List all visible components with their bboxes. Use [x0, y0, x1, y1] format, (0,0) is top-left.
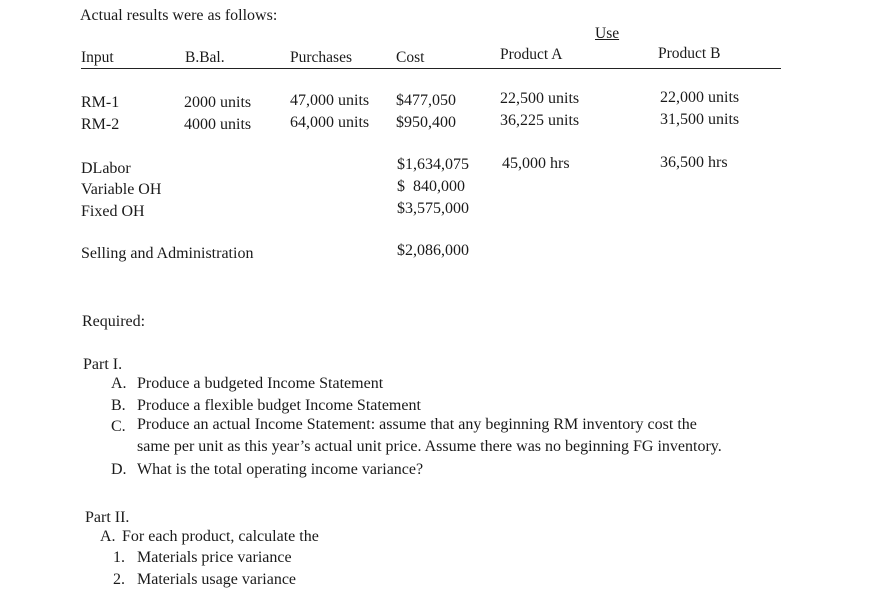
part1-item-b-marker: B.	[111, 397, 126, 414]
part1-item-d-marker: D.	[111, 461, 127, 478]
part1-item-c-text: Produce an actual Income Statement: assume that any beginning RM inventory cost the	[137, 416, 697, 433]
header-product-a: Product A	[500, 46, 563, 63]
part2-sub-2-text: Materials usage variance	[137, 571, 297, 588]
row-sa-label: Selling and Administration	[81, 245, 254, 262]
part2-item-a-text: For each product, calculate the	[122, 528, 319, 545]
header-input: Input	[81, 49, 114, 66]
part1-title: Part I.	[83, 356, 123, 373]
part1-item-c-continuation: same per unit as this year’s actual unit price. Assume there was no beginning FG inventory.	[137, 438, 722, 455]
intro-text: Actual results were as follows:	[80, 7, 278, 24]
header-bbal: B.Bal.	[185, 49, 225, 66]
row-dlabor-product-b: 36,500 hrs	[660, 154, 728, 171]
part2-sub-2-marker: 2.	[113, 571, 125, 588]
row-rm2-bbal: 4000 units	[184, 116, 252, 133]
part2-sub-1-marker: 1.	[113, 549, 125, 566]
part1-item-a-text: Produce a budgeted Income Statement	[137, 375, 384, 392]
part1-item-b-text: Produce a flexible budget Income Statement	[137, 397, 421, 414]
row-dlabor-product-a: 45,000 hrs	[502, 155, 570, 172]
part1-item-a-marker: A.	[111, 375, 127, 392]
part2-item-a-marker: A.	[100, 528, 116, 545]
row-foh-label: Fixed OH	[81, 203, 145, 220]
header-product-b: Product B	[658, 45, 721, 62]
row-dlabor-label: DLabor	[81, 160, 131, 177]
part1-item-c-marker: C.	[111, 418, 126, 435]
header-use: Use	[595, 25, 620, 42]
row-rm2-purchases: 64,000 units	[290, 114, 370, 131]
row-rm2-product-a: 36,225 units	[500, 112, 580, 129]
row-rm1-product-b: 22,000 units	[660, 89, 740, 106]
row-foh-cost: $3,575,000	[397, 200, 469, 217]
row-sa-cost: $2,086,000	[397, 242, 469, 259]
row-rm2-product-b: 31,500 units	[660, 111, 740, 128]
row-rm1-purchases: 47,000 units	[290, 92, 370, 109]
row-voh-cost: $ 840,000	[397, 178, 465, 195]
header-cost: Cost	[396, 49, 425, 66]
row-rm1-bbal: 2000 units	[184, 94, 252, 111]
part1-item-d-text: What is the total operating income variance?	[137, 461, 424, 478]
row-rm1-label: RM-1	[81, 94, 120, 111]
part2-title: Part II.	[85, 509, 130, 526]
row-rm2-label: RM-2	[81, 116, 120, 133]
row-rm1-product-a: 22,500 units	[500, 90, 580, 107]
part2-sub-1-text: Materials price variance	[137, 549, 292, 566]
header-purchases: Purchases	[290, 49, 352, 66]
row-voh-label: Variable OH	[81, 181, 162, 198]
required-heading: Required:	[82, 313, 146, 330]
row-rm2-cost: $950,400	[396, 114, 456, 131]
row-dlabor-cost: $1,634,075	[397, 156, 469, 173]
header-rule	[81, 68, 781, 69]
row-rm1-cost: $477,050	[396, 92, 456, 109]
